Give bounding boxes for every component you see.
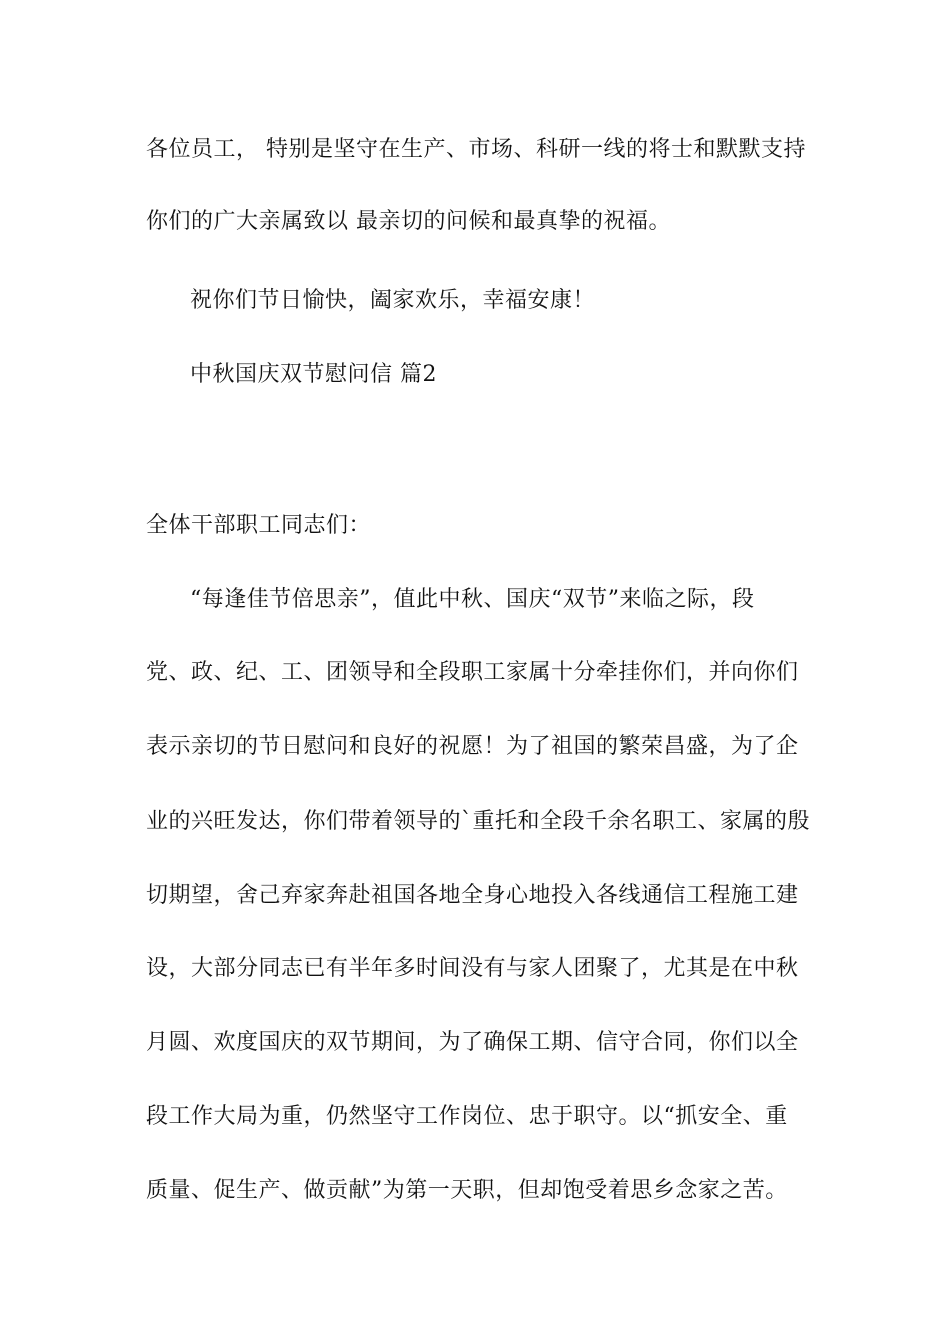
salutation: 全体干部职工同志们：	[146, 513, 372, 538]
text-line: 表示亲切的节日慰问和良好的祝愿！为了祖国的繁荣昌盛，为了企	[146, 734, 799, 759]
text-line: 业的兴旺发达，你们带着领导的`重托和全段千余名职工、家属的殷	[146, 809, 811, 834]
text-line: 段工作大局为重，仍然坚守工作岗位、忠于职守。以“抓安全、重	[146, 1104, 788, 1129]
text-line: 质量、促生产、做贡献”为第一天职，但却饱受着思乡念家之苦。	[146, 1178, 788, 1203]
text-line: 各位员工， 特别是坚守在生产、市场、科研一线的将士和默默支持	[146, 137, 806, 162]
text-line: 你们的广大亲属致以 最亲切的问候和最真挚的祝福。	[146, 209, 671, 234]
text-line: “每逢佳节倍思亲”，值此中秋、国庆“双节”来临之际，段	[190, 587, 755, 612]
text-line: 切期望，舍己弃家奔赴祖国各地全身心地投入各线通信工程施工建	[146, 883, 799, 908]
text-line: 月圆、欢度国庆的双节期间，为了确保工期、信守合同，你们以全	[146, 1030, 799, 1055]
text-line: 设，大部分同志已有半年多时间没有与家人团聚了，尤其是在中秋	[146, 956, 799, 981]
text-line: 党、政、纪、工、团领导和全段职工家属十分牵挂你们，并向你们	[146, 660, 799, 685]
section-heading: 中秋国庆双节慰问信 篇2	[190, 362, 437, 387]
text-line: 祝你们节日愉快，阖家欢乐，幸福安康！	[190, 288, 596, 313]
